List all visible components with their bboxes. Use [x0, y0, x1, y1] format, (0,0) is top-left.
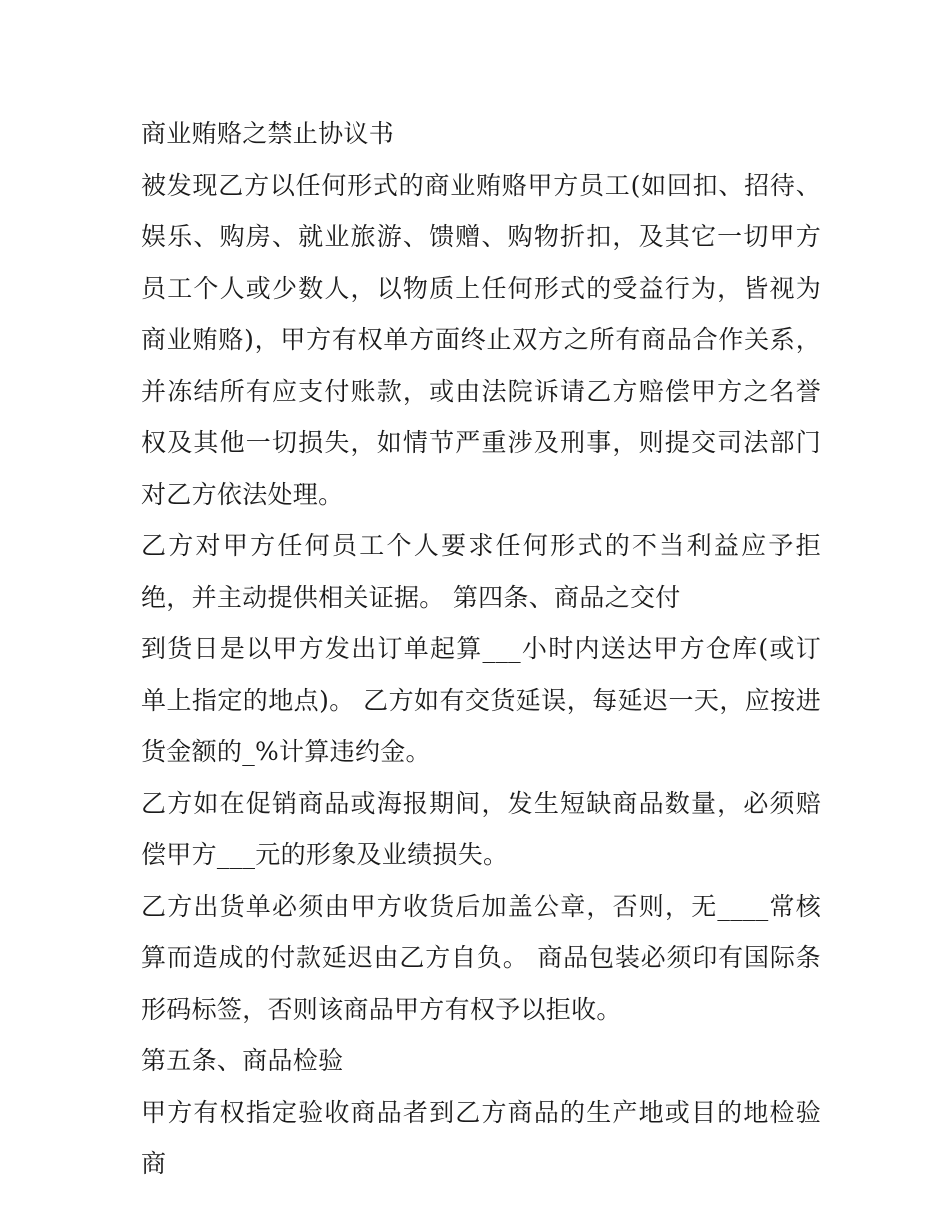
- paragraph-delivery-date: 到货日是以甲方发出订单起算___小时内送达甲方仓库(或订单上指定的地点)。 乙方如有交货延误，每延迟一天，应按进货金额的_%计算违约金。: [141, 634, 821, 766]
- section-heading-inspection: 第五条、商品检验: [141, 1046, 344, 1075]
- paragraph-bribery-clause: 被发现乙方以任何形式的商业贿赂甲方员工(如回扣、招待、娱乐、购房、就业旅游、馈赠、购物折扣，及其它一切甲方员工个人或少数人，以物质上任何形式的受益行为，皆视为商业贿赂)，甲方有权单方面终止双方之所有商品合作关系，并冻结所有应支付账款，或由法院诉请乙方赔偿甲方之名誉权及其他一切损失，如情节严重涉及刑事，则提交司法部门对乙方依法处理。: [141, 170, 821, 509]
- document-body: [141, 108, 821, 1190]
- paragraph-shipping-invoice: 乙方出货单必须由甲方收货后加盖公章，否则，无____常核算而造成的付款延迟由乙方自负。 商品包装必须印有国际条形码标签，否则该商品甲方有权予以拒收。: [141, 891, 821, 1024]
- paragraph-shortage-penalty: 乙方如在促销商品或海报期间，发生短缺商品数量，必须赔偿甲方___元的形象及业绩损失。: [141, 788, 821, 869]
- paragraph-refusal-clause: 乙方对甲方任何员工个人要求任何形式的不当利益应予拒绝，并主动提供相关证据。 第四条、商品之交付: [141, 531, 821, 612]
- paragraph-inspection: 甲方有权指定验收商品者到乙方商品的生产地或目的地检验商: [141, 1097, 821, 1178]
- document-title: 商业贿赂之禁止协议书: [141, 119, 395, 148]
